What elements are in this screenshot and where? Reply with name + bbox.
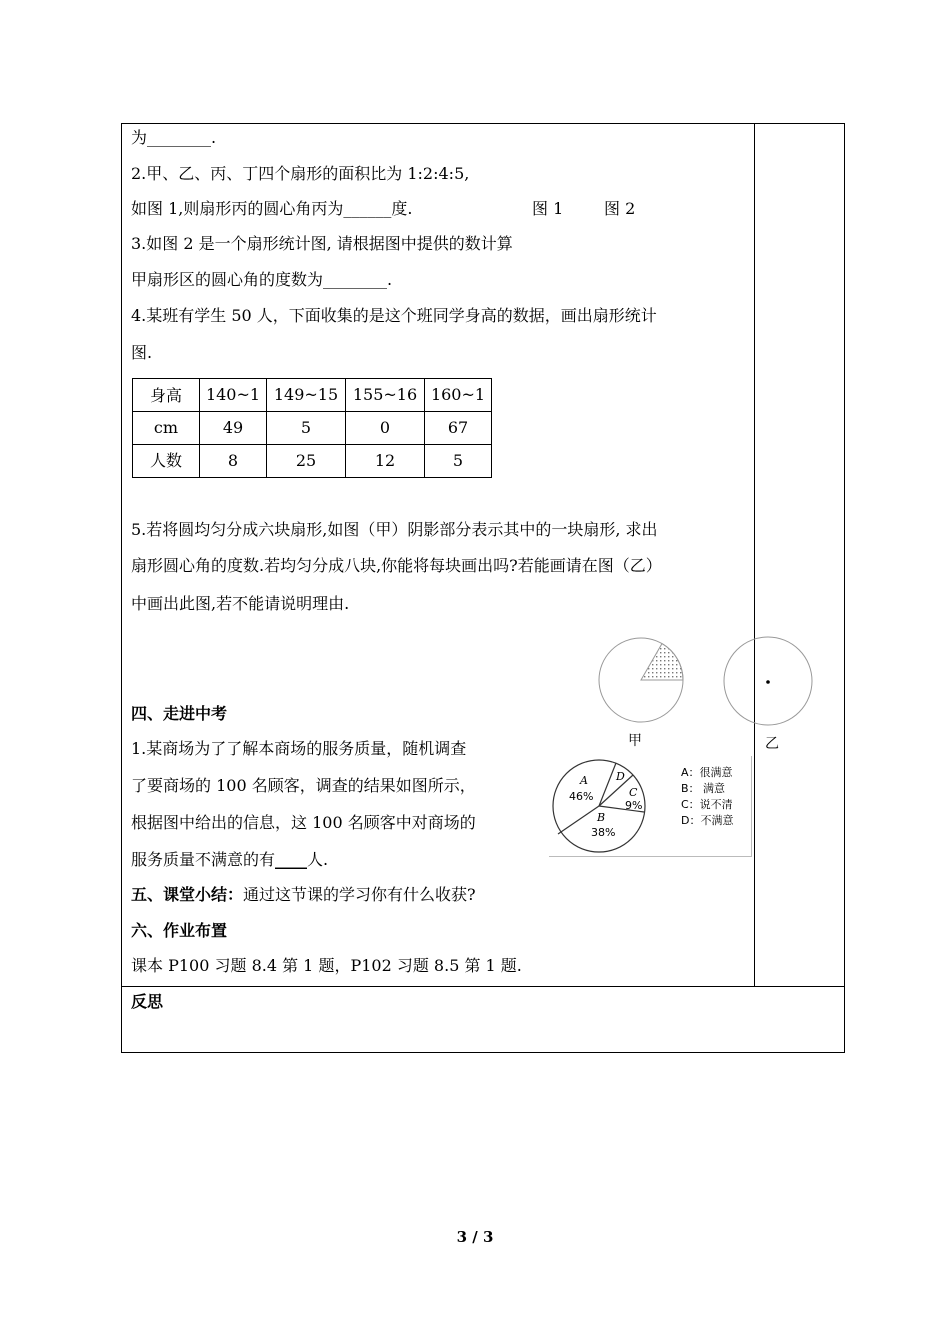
section-5-line (131, 885, 476, 905)
text-line-1: 为________. (131, 128, 217, 147)
text-line-5: 甲扇形区的圆心角的度数为________. (131, 270, 393, 289)
pie-divider (599, 763, 616, 806)
text-line-2: 2.甲、乙、丙、丁四个扇形的面积比为 1:2:4:5, (131, 164, 470, 183)
table-cell: 身高 (133, 379, 200, 412)
text-line-7: 图. (131, 343, 153, 362)
legend-item: D：不满意 (681, 814, 734, 827)
circle-jia-label: 甲 (628, 733, 642, 749)
legend-item: A：很满意 (681, 766, 733, 779)
table-cell: 25 (267, 445, 346, 478)
table-cell: 5 (267, 412, 346, 445)
table-cell: 155~16 (346, 379, 425, 412)
text-line-12: 了要商场的 100 名顾客，调查的结果如图所示， (131, 776, 476, 795)
row-divider (121, 986, 845, 987)
slice-c-pct: 9% (625, 799, 643, 812)
circle-yi-figure (722, 636, 816, 728)
column-divider (754, 123, 755, 987)
satisfaction-pie-figure (549, 756, 752, 857)
table-cell: cm (133, 412, 200, 445)
slice-a-pct: 46% (569, 790, 594, 803)
text-line-10: 中画出此图,若不能请说明理由. (131, 594, 350, 613)
table-cell: 149~15 (267, 379, 346, 412)
height-table (132, 378, 492, 478)
text-line-13: 根据图中给出的信息，这 100 名顾客中对商场的 (131, 813, 476, 832)
table-cell: 67 (425, 412, 492, 445)
section-6-heading: 六、作业布置 (131, 921, 228, 940)
circle-jia-figure (596, 636, 686, 726)
fig1-label: 图 1 (532, 199, 564, 218)
section-5-heading: 五、课堂小结： (131, 885, 244, 904)
table-cell: 5 (425, 445, 492, 478)
page-number: 3 / 3 (456, 1228, 494, 1246)
table-cell: 0 (346, 412, 425, 445)
table-cell: 49 (200, 412, 267, 445)
slice-c-label: C (629, 786, 638, 799)
slice-b-pct: 38% (591, 826, 616, 839)
pie-legend (681, 765, 733, 829)
text-line-3: 如图 1,则扇形丙的圆心角丙为______度. (131, 199, 413, 218)
slice-d-label: D (616, 770, 625, 783)
text-line-11: 1.某商场为了了解本商场的服务质量，随机调查 (131, 739, 467, 758)
table-cell: 160~1 (425, 379, 492, 412)
text-line-9: 扇形圆心角的度数.若均匀分成八块,你能将每块画出吗?若能画请在图（乙） (131, 556, 662, 575)
text-line-8: 5.若将圆均匀分成六块扇形,如图（甲）阴影部分表示其中的一块扇形, 求出 (131, 520, 658, 539)
reflection-heading: 反思 (131, 992, 164, 1011)
text-line-14 (131, 850, 328, 870)
slice-a-label: A (580, 774, 588, 787)
table-cell: 140~1 (200, 379, 267, 412)
table-cell: 人数 (133, 445, 200, 478)
legend-item: B： 满意 (681, 782, 726, 795)
slice-b-label: B (597, 811, 606, 824)
table-cell: 8 (200, 445, 267, 478)
answer-blank: ____ (275, 850, 308, 869)
section-4-heading: 四、走进中考 (131, 704, 228, 723)
shaded-sector (641, 644, 683, 680)
page-frame (121, 123, 845, 1053)
homework-line: 课本 P100 习题 8.4 第 1 题，P102 习题 8.5 第 1 题. (131, 956, 522, 975)
text-line-6: 4.某班有学生 50 人，下面收集的是这个班同学身高的数据，画出扇形统计 (131, 306, 657, 325)
center-dot (766, 680, 770, 684)
text-segment: 服务质量不满意的有 (131, 850, 276, 869)
legend-item: C：说不清 (681, 798, 733, 811)
text-line-4: 3.如图 2 是一个扇形统计图, 请根据图中提供的数计算 (131, 234, 513, 253)
text-segment: 人. (307, 850, 329, 869)
section-5-text: 通过这节课的学习你有什么收获? (243, 885, 476, 904)
fig2-label: 图 2 (604, 199, 636, 218)
circle-yi-label: 乙 (765, 736, 779, 752)
table-cell: 12 (346, 445, 425, 478)
